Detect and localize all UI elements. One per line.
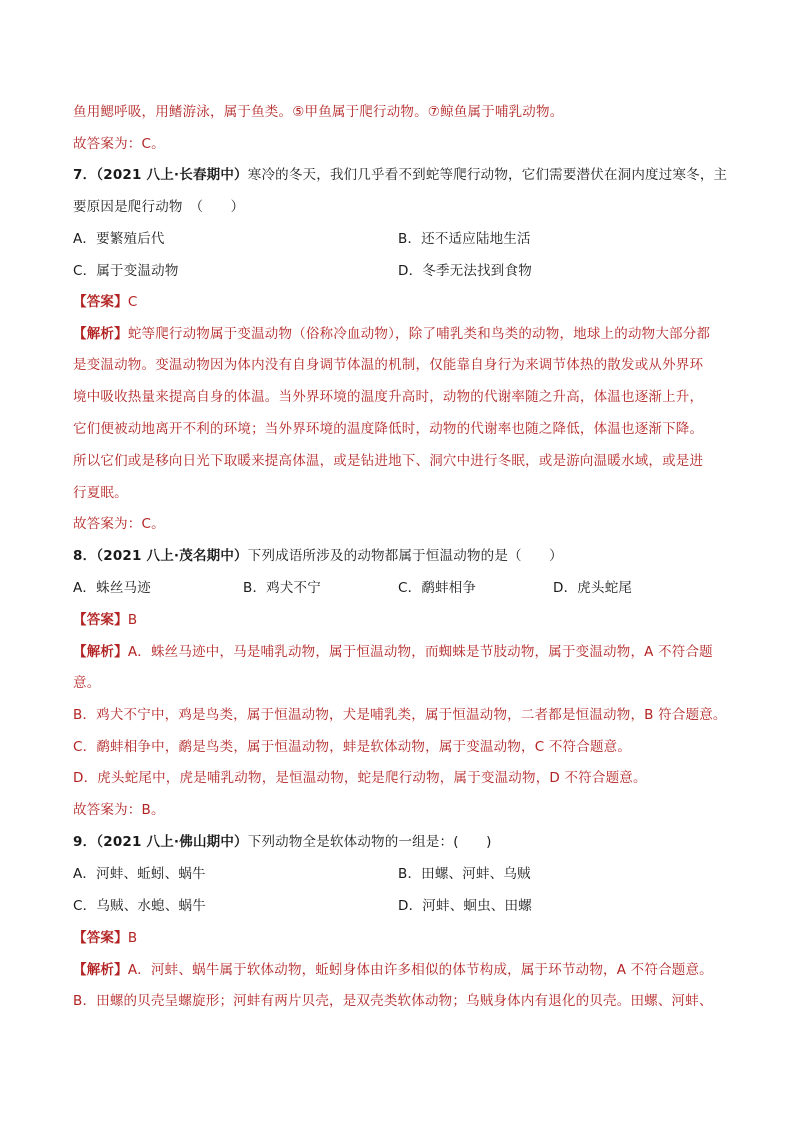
option-d: D．河蚌、蛔虫、田螺 (398, 898, 532, 914)
prev-conclusion: 故答案为：C。 (73, 136, 165, 152)
question-8-options (73, 579, 633, 597)
explanation-label: 【解析】 (73, 962, 128, 978)
explanation-label: 【解析】 (73, 326, 128, 342)
explanation-line: C．鹬蚌相争中，鹬是鸟类，属于恒温动物，蚌是软体动物，属于变温动物，C 不符合题意。 (73, 739, 632, 755)
option-c: C．属于变温动物 (73, 263, 179, 279)
question-source: （2021 八上·长春期中） (96, 167, 248, 183)
explanation-line: 是变温动物。变温动物因为体内没有自身调节体温的机制，仅能靠自身行为来调节体热的散发或从外界环 (73, 357, 704, 373)
question-7-stem (73, 166, 727, 184)
question-9-options-row2 (73, 897, 532, 915)
explanation-text: 蛇等爬行动物属于变温动物（俗称冷血动物），除了哺乳类和鸟类的动物，地球上的动物大部分都 (127, 326, 711, 342)
option-d: D．冬季无法找到食物 (398, 263, 532, 279)
answer-label: 【答案】 (73, 930, 128, 946)
question-9-options-row1 (73, 865, 531, 883)
explanation-line: 所以它们或是移向日光下取暖来提高体温，或是钻进地下、洞穴中进行冬眠，或是游向温暖水域，或是进 (73, 453, 704, 469)
prev-explanation-tail: 鱼用鳃呼吸，用鳍游泳，属于鱼类。⑤甲鱼属于爬行动物。⑦鲸鱼属于哺乳动物。 (73, 104, 564, 120)
option-a: A．河蚌、蚯蚓、蜗牛 (73, 866, 206, 882)
explanation-line: B．鸡犬不宁中，鸡是鸟类，属于恒温动物，犬是哺乳类，属于恒温动物，二者都是恒温动物，B 符合题意。 (73, 707, 727, 723)
answer-label: 【答案】 (73, 612, 128, 628)
explanation-line: 境中吸收热量来提高自身的体温。当外界环境的温度升高时，动物的代谢率随之升高，体温也逐渐上升， (73, 389, 704, 405)
question-9-answer (73, 929, 137, 947)
question-7-explanation (73, 325, 710, 343)
answer-value: B (127, 612, 138, 628)
option-d: D．虎头蛇尾 (553, 580, 633, 596)
question-8-stem (73, 547, 563, 565)
question-7-options-row1 (73, 230, 531, 248)
explanation-line: D．虎头蛇尾中，虎是哺乳动物，是恒温动物，蛇是爬行动物，属于变温动物，D 不符合题意。 (73, 770, 647, 786)
option-b: B．鸡犬不宁 (243, 580, 321, 596)
answer-label: 【答案】 (73, 294, 128, 310)
question-text: 下列动物全是软体动物的一组是：( ) (247, 834, 492, 850)
explanation-label: 【解析】 (73, 644, 128, 660)
explanation-line: 行夏眠。 (73, 485, 128, 501)
question-source: （2021 八上·茂名期中） (96, 548, 248, 564)
question-number: 7． (73, 167, 97, 183)
option-c: C．鹬蚌相争 (398, 580, 477, 596)
question-source: （2021 八上·佛山期中） (96, 834, 248, 850)
question-8-answer (73, 611, 137, 629)
explanation-line: B．田螺的贝壳呈螺旋形；河蚌有两片贝壳，是双壳类软体动物；乌贼身体内有退化的贝壳。田螺、河蚌、 (73, 993, 713, 1009)
question-7-options-row2 (73, 262, 532, 280)
explanation-line: 意。 (73, 675, 101, 691)
question-9-stem (73, 833, 492, 851)
question-text: 下列成语所涉及的动物都属于恒温动物的是（ ） (247, 548, 563, 564)
question-7-answer (73, 293, 137, 311)
question-8-explanation (73, 643, 713, 661)
question-9-explanation (73, 961, 713, 979)
explanation-text: A．河蚌、蜗牛属于软体动物，蚯蚓身体由许多相似的体节构成，属于环节动物，A 不符合题意。 (127, 962, 713, 978)
option-a: A．蛛丝马迹 (73, 580, 151, 596)
question-text: 寒冷的冬天，我们几乎看不到蛇等爬行动物，它们需要潜伏在洞内度过寒冬，主 (247, 167, 728, 183)
answer-value: C (127, 294, 138, 310)
question-number: 9． (73, 834, 97, 850)
option-a: A．要繁殖后代 (73, 231, 165, 247)
option-b: B．还不适应陆地生活 (398, 231, 531, 247)
option-c: C．乌贼、水螅、蜗牛 (73, 898, 206, 914)
answer-value: B (127, 930, 138, 946)
question-7-stem-cont: 要原因是爬行动物 （ ） (73, 199, 245, 215)
question-8-conclusion: 故答案为：B。 (73, 802, 165, 818)
question-7-conclusion: 故答案为：C。 (73, 516, 165, 532)
explanation-text: A．蛛丝马迹中，马是哺乳动物，属于恒温动物，而蜘蛛是节肢动物，属于变温动物，A 不符合题 (127, 644, 713, 660)
question-number: 8． (73, 548, 97, 564)
option-b: B．田螺、河蚌、乌贼 (398, 866, 531, 882)
explanation-line: 它们便被动地离开不利的环境；当外界环境的温度降低时，动物的代谢率也随之降低，体温也逐渐下降。 (73, 421, 704, 437)
